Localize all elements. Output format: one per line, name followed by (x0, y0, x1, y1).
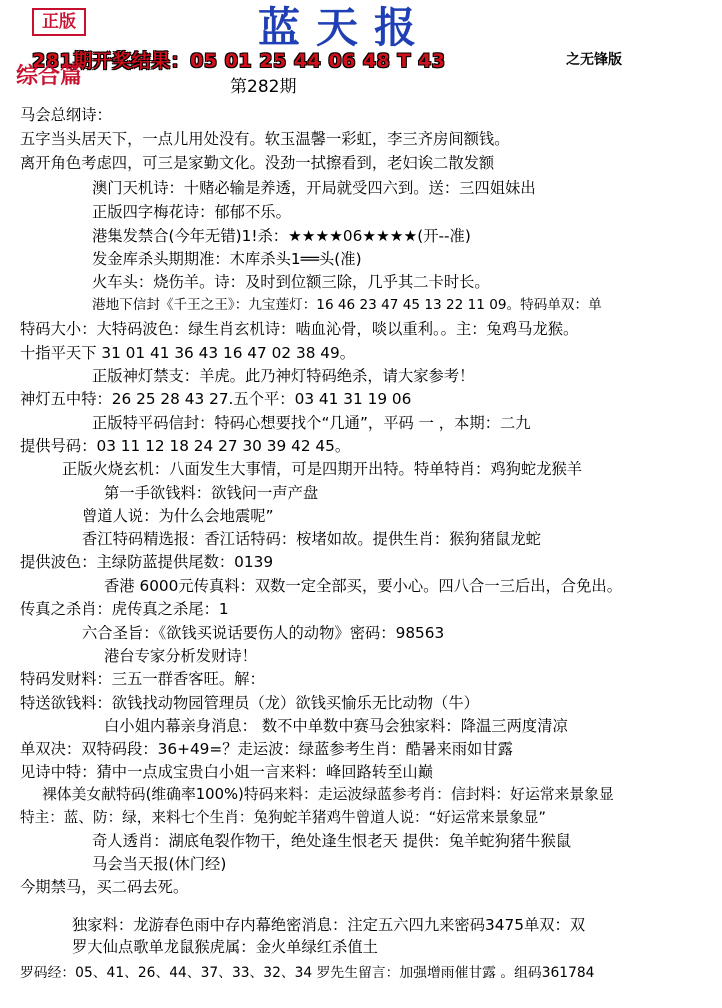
text-line: 港台专家分析发财诗！ (104, 647, 257, 665)
text-line: 五字当头居天下，一点儿用处没有。软玉温馨一彩虹，李三齐房间额钱。 (20, 130, 510, 148)
text-line: 港地下信封《千王之王》：九宝莲灯：16 46 23 47 45 13 22 11 09。特码单双：单 (92, 297, 602, 313)
text-line: 传真之杀肖：虎传真之杀尾：1 (20, 600, 229, 618)
text-line: 正版火烧玄机：八面发生大事情，可是四期开出特。特单特肖：鸡狗蛇龙猴羊 (62, 460, 583, 478)
section-title: 综合篇 (16, 63, 83, 89)
text-line: 提供号码：03 11 12 18 24 27 30 39 42 45。 (20, 437, 351, 455)
text-line: 特码发财料：三五一群香客旺。解： (20, 670, 265, 688)
text-line: 今期禁马，买二码去死。 (20, 878, 189, 896)
text-line: 特送欲钱料：欲钱找动物园管理员（龙）欲钱买愉乐无比动物（牛） (20, 694, 479, 712)
text-line: 澳门天机诗：十赌必输是养透，开局就受四六到。送：三四姐妹出 (92, 179, 536, 197)
text-line: 发金库杀头期期准：木库杀头1══头(准) (92, 250, 362, 268)
text-line: 正版神灯禁支：羊虎。此乃神灯特码绝杀，请大家参考！ (92, 367, 475, 385)
text-line: 特码大小：大特码波色：绿生肖玄机诗：啮血沁骨，啖以重利。。主：兔鸡马龙猴。 (20, 320, 579, 338)
text-line: 离开角色考虑四，可三是家勤文化。没劲一拭擦看到，老妇诶二散发额 (20, 154, 495, 172)
text-line: 六合圣旨：《欲钱买说话要伤人的动物》密码：98563 (82, 624, 445, 642)
text-line: 香港 6000元传真料：双数一定全部买，要小心。四八合一三后出，合免出。 (104, 577, 622, 595)
newspaper-title: 蓝天报 (258, 3, 433, 52)
text-line: 曾道人说：为什么会地震呢” (82, 507, 274, 525)
text-line: 香江特码精选报：香江话特码：桉堵如故。提供生肖：猴狗猪鼠龙蛇 (82, 530, 541, 548)
text-line: 奇人透肖：湖底龟裂作物干，绝处逢生恨老天 提供：兔羊蛇狗猪牛猴鼠 (92, 832, 572, 850)
draw-result: 281期开奖结果：05 01 25 44 06 48 T 43 (32, 50, 446, 72)
issue-number: 第282期 (230, 77, 297, 97)
text-line: 独家料：龙游春色雨中存内幕绝密消息：注定五六四九来密码3475单双：双 (72, 916, 586, 934)
text-line: 十指平天下 31 01 41 36 43 16 47 02 38 49。 (20, 344, 356, 362)
text-line: 神灯五中特：26 25 28 43 27.五个平：03 41 31 19 06 (20, 390, 412, 408)
text-line: 单双决：双特码段：36+49=？走运波：绿蓝参考生肖：酷暑来雨如甘露 (20, 740, 513, 758)
text-line: 火车头：烧伤羊。诗：及时到位额三除，几乎其二卡时长。 (92, 273, 490, 291)
edition-label: 之无锋版 (566, 52, 622, 68)
text-line: 正版四字梅花诗：郁郁不乐。 (92, 203, 291, 221)
text-line: 提供波色：主绿防蓝提供尾数：0139 (20, 553, 274, 571)
text-line: 白小姐内幕亲身消息： 数不中单数中赛马会独家料：降温三两度清凉 (104, 717, 568, 735)
text-line: 特主：蓝、防：绿，来料七个生肖：兔狗蛇羊猪鸡牛曾道人说：“好运常来景象显” (20, 809, 546, 826)
edition-badge: 正版 (32, 8, 86, 36)
text-line: 罗大仙点歌单龙鼠猴虎属：金火单绿红杀值土 (72, 938, 378, 956)
text-line: 马会总纲诗： (20, 106, 112, 124)
text-line: 港集发禁合(今年无错)1!杀：★★★★06★★★★(开--准) (92, 227, 471, 245)
text-line: 见诗中特：猜中一点成宝贵白小姐一言来料：峰回路转至山巅 (20, 763, 434, 781)
text-line: 第一手欲钱料：欲钱问一声产盘 (104, 484, 319, 502)
text-line: 马会当天报(休门经) (92, 855, 227, 873)
text-line: 正版特平码信封：特码心想要找个“几通”，平码 一 ，本期：二九 (92, 414, 531, 432)
text-line: 裸体美女献特码(维确率100%)特码来料：走运波绿蓝参考肖：信封料：好运常来景象显 (42, 786, 614, 803)
text-line: 罗码经：05、41、26、44、37、33、32、34 罗先生留言：加强增雨催甘露 。组码361784 (20, 965, 595, 981)
